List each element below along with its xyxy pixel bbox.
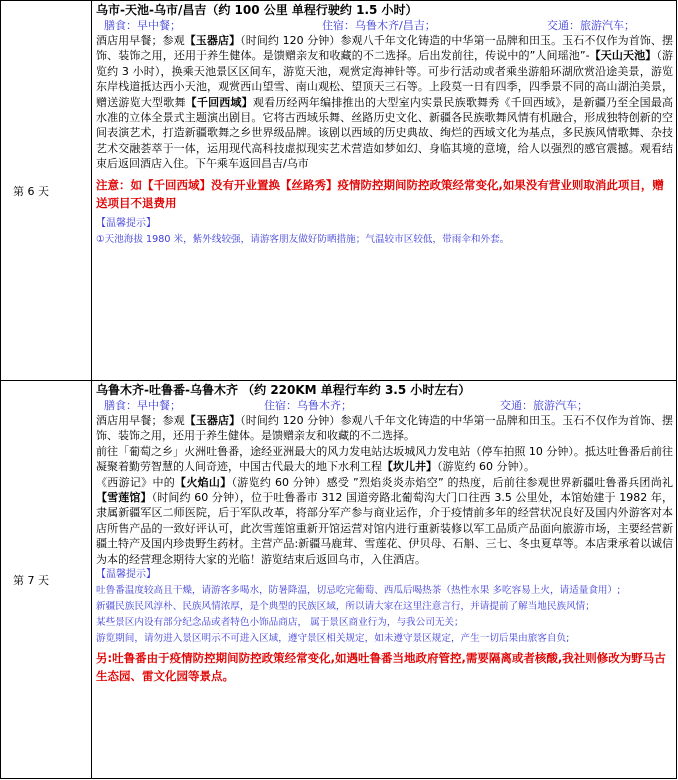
day7-para-2 — [96, 444, 673, 475]
day7-meta — [96, 398, 673, 413]
day6-text-c: （时间约 120 分钟）参观八千年文化铸造的中华第一品牌和田玉。玉石不仅作为首饰、摆饰、装饰之用，还用于养生健体。是馈赠亲友和收藏的不二选择。后出发前往，传说中的”人间瑶池”- — [96, 34, 674, 63]
day6-spot-jade: 【玉器店】 — [184, 34, 241, 47]
day7-p3-c: （游览约 60 分钟）感受 ”烈焰炎炎赤焰空” 的热度，后前往参观世界新疆吐鲁番兵团尚礼 — [231, 475, 674, 489]
day6-content — [92, 1, 677, 381]
day7-tip-1: 吐鲁番温度较高且干燥，请游客多喝水，防暑降温，切忌吃完葡萄、西瓜后喝热茶（热性水果 多吃容易上火，请适量食用）; — [96, 585, 621, 597]
day6-text-e: （游览约 3 小时），换乘天池景区区间车，游览天池，观赏定海神针等。可步行活动或者乘坐游船环湖欣赏沿途美景，游览东岸栈道抵达西小天池，观赏西山望雪、南山观松、望顶天三石等。上段莫一日有四季，四季景不同的高山湖泊美景，赠送游览大型歌舞 — [96, 49, 673, 109]
day6-tip-1: ①天池海拔 1980 米，紫外线较强，请游客朋友做好防晒措施；气温较市区较低，带雨伞和外套。 — [96, 233, 510, 245]
day7-tip-3: 某些景区内设有部分纪念品或者特色小饰品商店， 属于景区商业行为，与我公司无关； — [96, 617, 464, 629]
day7-stay: 住宿：乌鲁木齐； — [264, 399, 352, 412]
day7-spot-snow-lotus: 【雪莲馆】 — [96, 491, 152, 505]
day6-transport: 交通：旅游汽车； — [547, 19, 635, 32]
day7-spot-flaming-mountain: 【火焰山】 — [175, 475, 232, 489]
day7-title: 乌鲁木齐-吐鲁番-乌鲁木齐 （约 220KM 单程行车约 3.5 小时左右） — [96, 383, 471, 397]
day6-text-g: 观看历经两年编排推出的大型室内实景民族歌舞秀《千回西域》，是新疆乃至全国最高水准的立体全景式主题演出剧目。它将古西域乐舞、丝路历史文化、新疆各民族歌舞风情有机融合，形成独特创新的空间表演艺术，打造新疆歌舞之乡世界级品牌。该剧以西域的历史典故、绚烂的西域文化为基点，多民族风情歌舞、杂技艺术交融荟萃于一体，运用现代高科技虚拟现实艺术营造如梦如幻、身临其境的意境，给人以强烈的感官震撼。观看结束后返回酒店入住。下午乘车返回昌吉/乌市 — [96, 95, 674, 171]
day7-para-1 — [96, 413, 673, 444]
day7-p2-a: 前往「葡萄之乡」火洲吐鲁番，途经亚洲最大的风力发电站达坂城风力发电站（停车拍照 10 分钟）。抵达吐鲁番后前往凝聚着勤劳智慧的人间奇迹，中国古代最大的地下水利工程 — [96, 444, 673, 474]
day6-label: 第 6 天 — [1, 1, 92, 381]
day6-meal: 膳食：早中餐； — [104, 19, 181, 32]
day7-spot-jade: 【玉器店】 — [184, 414, 241, 427]
day7-label: 第 7 天 — [1, 381, 92, 779]
day7-tip-heading: 【温馨提示】 — [96, 569, 156, 581]
day7-p1-c: （时间约 120 分钟）参观八千年文化铸造的中华第一品牌和田玉。玉石不仅作为首饰、摆饰、装饰之用，还用于养生健体。是馈赠亲友和收藏的不二选择。 — [96, 414, 674, 443]
day7-transport: 交通：旅游汽车； — [500, 399, 588, 412]
day6-meta — [96, 18, 673, 33]
day6-title: 乌市-天池-乌市/昌吉（约 100 公里 单程行驶约 1.5 小时） — [96, 3, 418, 17]
day7-spot-karez: 【坎儿井】 — [382, 460, 437, 474]
day6-spot-tianchi: 【天山天池】 — [589, 49, 657, 63]
day7-para-3 — [96, 475, 673, 567]
day7-content — [92, 381, 677, 779]
day7-p2-c: （游览约 60 分钟）。 — [437, 460, 535, 474]
day6-spot-show: 【千回西域】 — [185, 95, 253, 109]
day7-p3-a: 《西游记》中的 — [96, 475, 176, 489]
day6-row — [1, 1, 677, 381]
day7-tip-2: 新疆民族民风淳朴、民族风情浓厚，是个典型的民族区域，所以请大家在这里注意言行，并请提前了解当地民族风情； — [96, 601, 595, 613]
day6-notice: 注意：如【千回西域】没有开业置换【丝路秀】疫情防控期间防控政策经常变化,如果没有营业则取消此项目，赠送项目不退费用 — [96, 177, 664, 210]
day7-row — [1, 381, 677, 779]
day6-tip-heading: 【温馨提示】 — [96, 217, 156, 229]
day6-text-a: 酒店用早餐；参观 — [96, 34, 185, 47]
day7-p3-e: （时间约 60 分钟），位于吐鲁番市 312 国道旁路北葡萄沟大门口往西 3.5 公里处，本馆始建于 1982 年，隶属新疆军区二师医院，后于军队改革，将部分军产参与商业运作，介于疫情前多年的经营状况良好及国内外游客对本店所售产品的一致好评认可，此次雪莲馆重新开馆运营对馆内进行重新装修以军工品质产品面向旅游市场，主要经营新疆土特产及国内珍贵野生药材。主营产品:新疆马鹿茸、雪莲花、伊贝母、石斛、三七、冬虫夏草等。本店秉承着以诚信为本的经营理念期待大家的光临！游览结束后返回乌市，入住酒店。 — [96, 491, 673, 566]
day6-stay: 住宿：乌鲁木齐/昌吉； — [322, 19, 436, 32]
day7-notice: 另:吐鲁番由于疫情防控期间防控政策经常变化,如遇吐鲁番当地政府管控,需要隔离或者核酸,我社则修改为野马古生态园、雷文化园等景点。 — [96, 651, 666, 684]
day7-p1-a: 酒店用早餐；参观 — [96, 414, 185, 427]
day7-meal: 膳食：早中餐； — [104, 399, 181, 412]
day6-description — [96, 33, 673, 172]
day7-tip-4: 游览期间，请勿进入景区明示不可进入区域，遵守景区相关规定，如未遵守景区规定，产生一切后果由旅客自负; — [96, 633, 570, 645]
